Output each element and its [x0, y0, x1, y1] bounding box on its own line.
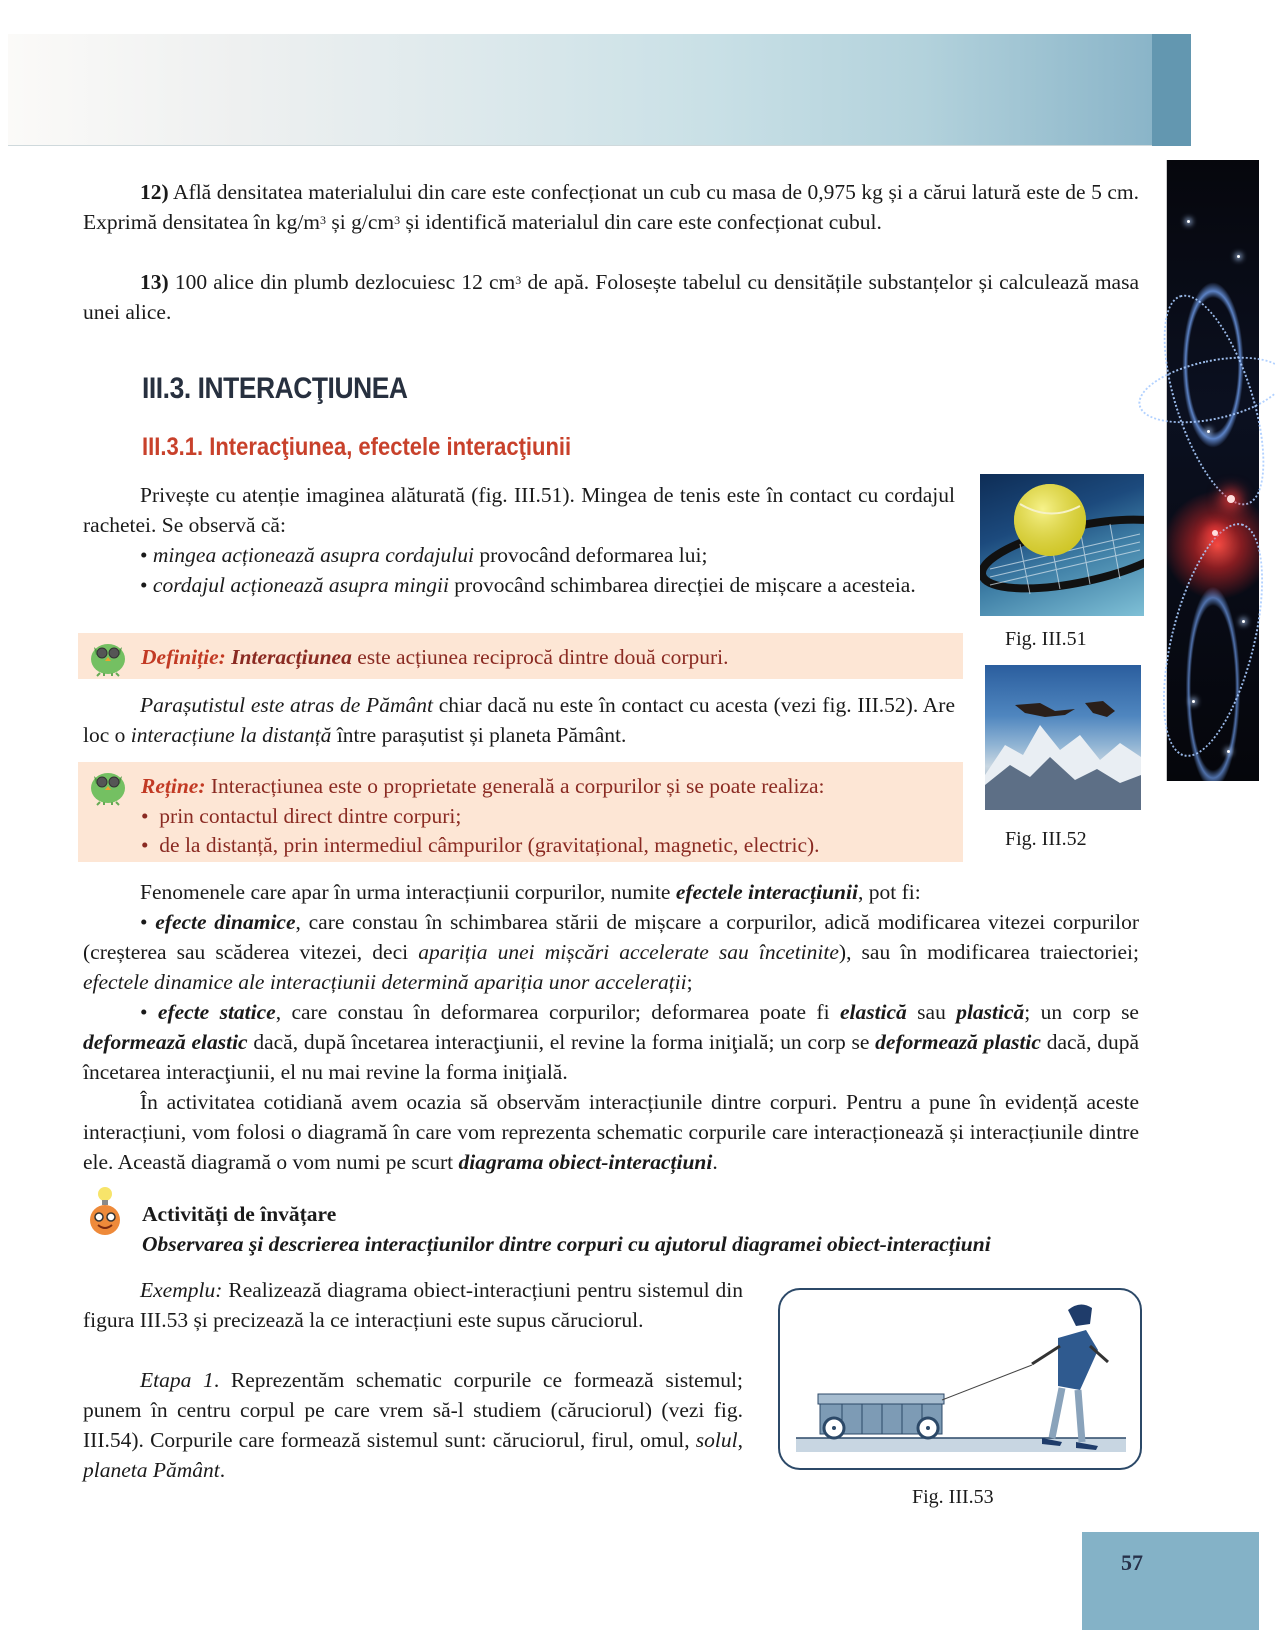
- bullet-ball-acts: • mingea acționează asupra cordajului provocând deformarea lui;: [140, 543, 708, 567]
- intro-paragraph: Privește cu atenție imaginea alăturată (fig. III.51). Mingea de tenis este în contact cu cordajul rachetei. Se observă că:: [83, 483, 955, 537]
- header-gradient-band: [8, 34, 1179, 146]
- paragraph-text: chiar dacă nu este în contact cu acesta (vezi fig. III.52). Are loc o: [83, 693, 955, 747]
- separator: ,: [737, 1428, 743, 1452]
- definition-term: Interacțiunea: [231, 645, 352, 669]
- dynamic-effects-paragraph: • efecte dinamice, care constau în schimbarea stării de mișcare a corpurilor, adică modificarea vitezei corpurilor (creșterea sau scăderea vitezei, deci apariția unei mișcări accelerate sau încetinite), sau în modificarea traiectoriei; efectele dinamice ale interacțiunii determină apariția unor accelerații;: [83, 910, 1139, 994]
- fig-52-caption: Fig. III.52: [1005, 828, 1087, 850]
- remember-item-text: prin contactul direct dintre corpuri;: [159, 804, 462, 828]
- remember-item-1: • prin contactul direct dintre corpuri;: [141, 804, 462, 828]
- paragraph-text: ), sau în modificarea traiectoriei;: [838, 940, 1139, 964]
- italic-phrase: efectele dinamice ale interacțiunii determină apariția unor accelerații: [83, 970, 687, 994]
- exercise-text: și g/cm: [326, 210, 395, 234]
- exercise-text: și identifică materialul din care este confecționat cubul.: [400, 210, 882, 234]
- owl-mascot-icon: [86, 764, 130, 806]
- superscript: 3: [320, 213, 327, 227]
- example-paragraph: [83, 1275, 743, 1335]
- daily-interactions-paragraph: [83, 1087, 1139, 1177]
- atom-decorative-image: [1166, 160, 1259, 781]
- bullet-italic: mingea acționează asupra cordajului: [152, 543, 474, 567]
- page-number: 57: [1121, 1550, 1143, 1575]
- paragraph-text: În activitatea cotidiană avem ocazia să observăm interacțiunile dintre corpuri. Pentru a pune în evidență aceste interacțiuni, vom folosi o diagramă în care vom reprezenta schematic corpurile care interacționează și interacțiunile dintre ele. Această diagramă o vom numi pe scurt: [83, 1090, 1139, 1174]
- parachute-paragraph: [83, 690, 955, 750]
- header-band-accent: [1152, 34, 1191, 146]
- definition-text: [141, 642, 729, 672]
- italic-phrase: Parașutistul este atras de Pământ: [140, 693, 433, 717]
- effects-intro: [83, 877, 1139, 907]
- owl-mascot-icon: [86, 635, 130, 677]
- superscript: 3: [515, 273, 522, 287]
- tennis-illustration: [980, 474, 1144, 616]
- bullet-italic: cordajul acționează asupra mingii: [152, 573, 449, 597]
- italic-phrase: planeta Pământ: [83, 1458, 220, 1482]
- exercise-number: 13): [140, 270, 169, 294]
- remember-item-text: de la distanță, prin intermediul câmpurilor (gravitațional, magnetic, electric).: [159, 833, 820, 857]
- paragraph-text: dacă, după încetarea interacţiunii, el revine la forma iniţială; un corp se: [247, 1030, 876, 1054]
- bold-term: deformează elastic: [83, 1030, 248, 1054]
- bullet-strings-act: • cordajul acționează asupra mingii provocând schimbarea direcției de mișcare a acesteia.: [140, 573, 916, 597]
- remember-item-2: • de la distanță, prin intermediul câmpurilor (gravitațional, magnetic, electric).: [141, 833, 820, 857]
- paragraph-text: sau: [906, 1000, 957, 1024]
- italic-phrase: solul: [695, 1428, 738, 1452]
- bold-term: plastică: [956, 1000, 1025, 1024]
- bullet-text: provocând deformarea lui;: [474, 543, 708, 567]
- exercise-text: de apă. Folosește tabelul cu densitățile substanțelor și calculează masa unei alice.: [83, 270, 1139, 324]
- paragraph-text: .: [219, 1458, 226, 1482]
- paragraph-text: ; un corp se: [1024, 1000, 1139, 1024]
- italic-phrase: interacțiune la distanță: [130, 723, 332, 747]
- bullet-text: provocând schimbarea direcției de mișcare a acesteia.: [448, 573, 916, 597]
- bold-term: efecte dinamice: [155, 910, 296, 934]
- paragraph-text: Realizează diagrama obiect-interacțiuni pentru sistemul din figura III.53 și precizează la ce interacțiuni este supus căruciorul.: [83, 1278, 743, 1332]
- exercise-text: Află densitatea materialului din care este confecționat un cub cu masa de 0,975 kg și a cărui latură este de 5 cm. Exprimă densitatea în kg/m: [83, 180, 1139, 234]
- italic-phrase: apariția unei mișcări accelerate sau încetinite: [418, 940, 839, 964]
- bold-term: elastică: [839, 1000, 907, 1024]
- cart-pulling-illustration: [778, 1288, 1142, 1470]
- bold-term: efectele interacțiunii: [675, 880, 858, 904]
- fig-51-caption: Fig. III.51: [1005, 628, 1087, 650]
- paragraph-text: , care constau în schimbarea stării de mișcare a corpurilor, adică modificarea vitezei corpurilor (creșterea sau scăderea vitezei, deci: [83, 910, 1139, 964]
- page-number-box: [1082, 1532, 1259, 1630]
- step-label: Etapa 1: [140, 1368, 214, 1392]
- fig-53-caption: Fig. III.53: [912, 1486, 994, 1508]
- bold-term: efecte statice: [157, 1000, 276, 1024]
- paragraph-text: . Reprezentăm schematic corpurile ce formează sistemul; punem în centru corpul pe care vrem să-l studiem (căruciorul) (vezi fig. III.54). Corpurile care formează sistemul sunt: căruciorul, firul, omul,: [83, 1368, 744, 1452]
- paragraph-text: , care constau în deformarea corpurilor; deformarea poate fi: [275, 1000, 840, 1024]
- example-label: Exemplu:: [140, 1278, 223, 1302]
- remember-body: Interacțiunea este o proprietate generală a corpurilor și se poate realiza:: [205, 774, 825, 798]
- exercise-text: 100 alice din plumb dezlocuiesc 12 cm: [168, 270, 516, 294]
- remember-box: [78, 762, 963, 862]
- exercise-12: [83, 177, 1139, 237]
- skydivers-illustration: [985, 665, 1141, 810]
- definition-label: Definiție:: [141, 645, 226, 669]
- definition-body: este acțiunea reciprocă dintre două corpuri.: [351, 645, 729, 669]
- bold-term: deformează plastic: [875, 1030, 1041, 1054]
- section-title: III.3. INTERACŢIUNEA: [142, 372, 408, 405]
- subsection-title: III.3.1. Interacţiunea, efectele interacţiunii: [142, 433, 572, 461]
- lightbulb-mascot-icon: [85, 1185, 125, 1237]
- paragraph-text: ;: [686, 970, 693, 994]
- tennis-ball-racket-image: [980, 474, 1144, 616]
- superscript: 3: [394, 213, 401, 227]
- skydivers-mountains-image: [985, 665, 1141, 810]
- paragraph-text: dacă, după încetarea interacţiunii, el nu mai revine la forma iniţială.: [83, 1030, 1140, 1084]
- exercise-number: 12): [140, 180, 169, 204]
- paragraph-text: Fenomenele care apar în urma interacțiunii corpurilor, numite: [140, 880, 676, 904]
- activity-title: Activități de învățare: [142, 1202, 337, 1226]
- definition-box: [78, 633, 963, 679]
- paragraph-text: , pot fi:: [857, 880, 921, 904]
- paragraph-text: între parașutist și planeta Pământ.: [331, 723, 627, 747]
- activity-subtitle: Observarea şi descrierea interacțiunilor dintre corpuri cu ajutorul diagramei obiect-interacțiuni: [142, 1232, 991, 1256]
- exercise-13: [83, 267, 1139, 327]
- static-effects-paragraph: • efecte statice, care constau în deformarea corpurilor; deformarea poate fi elastică sau plastică; un corp se deformează elastic dacă, după încetarea interacţiunii, el revine la forma iniţială; un corp se deformează plastic dacă, după încetarea interacţiunii, el nu mai revine la forma iniţială.: [83, 1000, 1140, 1084]
- paragraph-text: .: [712, 1150, 718, 1174]
- step-1-paragraph: [83, 1365, 743, 1485]
- boy-pulling-cart-drawing: [780, 1290, 1140, 1468]
- bold-term: diagrama obiect-interacțiuni: [458, 1150, 713, 1174]
- remember-text: [141, 771, 961, 801]
- remember-label: Reține:: [141, 774, 206, 798]
